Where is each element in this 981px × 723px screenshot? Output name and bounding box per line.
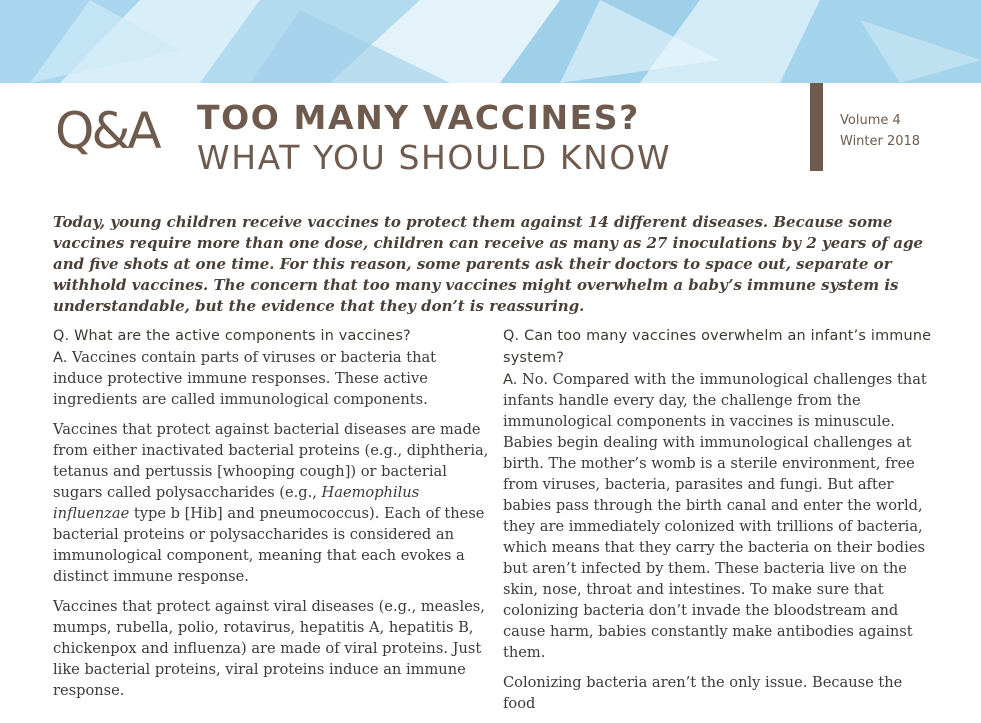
intro-paragraph: Today, young children receive vaccines to protect them against 14 different diseases. Because some vaccines require more than one dose, children can receive as many as 27 inoculations by 2 years of age and five shots at one time. For this reason, some parents ask their doctors to space out, separate or withhold vaccines. The concern that too many vaccines might overwhelm a baby’s immune system is understandable, but the evidence that they don’t is reassuring. (53, 213, 923, 315)
body-paragraph: Vaccines that protect against viral diseases (e.g., measles, mumps, rubella, polio, rotavirus, hepatitis A, hepatitis B, chickenpox and influenza) are made of viral proteins. Just like bacterial proteins, viral proteins induce an immune response. (53, 598, 485, 699)
title-line-1: TOO MANY VACCINES? (197, 98, 640, 137)
answer-label: A. (503, 371, 518, 388)
issue-season: Winter 2018 (840, 134, 921, 149)
page-title (197, 98, 671, 178)
issue-volume: Volume 4 (840, 113, 901, 128)
body-italic-text: Haemophilus influenzae (53, 484, 420, 522)
answer-label: A. (53, 349, 68, 366)
body-text: type b [Hib] and pneumococcus). Each of these bacterial proteins or polysaccharides is considered an immunological component, meaning that each evokes a distinct immune response. (53, 505, 485, 585)
issue-info (840, 110, 920, 152)
answer-paragraph (503, 369, 935, 663)
right-column (503, 325, 935, 723)
body-paragraph: Colonizing bacteria aren’t the only issue. Because the food (503, 674, 903, 712)
question-heading: Q. Can too many vaccines overwhelm an infant’s immune system? (503, 328, 932, 366)
question-heading: Q. What are the active components in vaccines? (53, 328, 411, 344)
answer-paragraph (53, 347, 489, 410)
header-banner (0, 0, 981, 83)
body-paragraph (53, 419, 489, 587)
title-line-2: WHAT YOU SHOULD KNOW (197, 138, 672, 177)
masthead (55, 96, 815, 176)
answer-text: No. Compared with the immunological challenges that infants handle every day, the challenge from the immunological components in vaccines is minuscule. Babies begin dealing with immunological challenges at birth. The mother’s womb is a sterile environment, free from viruses, bacteria, parasites and fungi. But after babies pass through the birth canal and enter the world, they are immediately colonized with trillions of bacteria, which means that they carry the bacteria on their bodies but aren’t infected by them. These bacteria live on the skin, nose, throat and intestines. To make sure that colonizing bacteria don’t invade the bloodstream and cause harm, babies constantly make antibodies against them. (503, 371, 927, 661)
banner-pattern (0, 0, 981, 83)
issue-divider-bar (810, 83, 823, 171)
qa-logo: Q&A (55, 102, 159, 160)
left-column (53, 325, 489, 710)
body-text: Vaccines that protect against bacterial diseases are made from either inactivated bacterial proteins (e.g., diphtheria, tetanus and pertussis [whooping cough]) or bacterial sugars called polysaccharides (e.g., (53, 421, 489, 501)
answer-text: Vaccines contain parts of viruses or bacteria that induce protective immune responses. These active ingredients are called immunological components. (53, 349, 437, 408)
